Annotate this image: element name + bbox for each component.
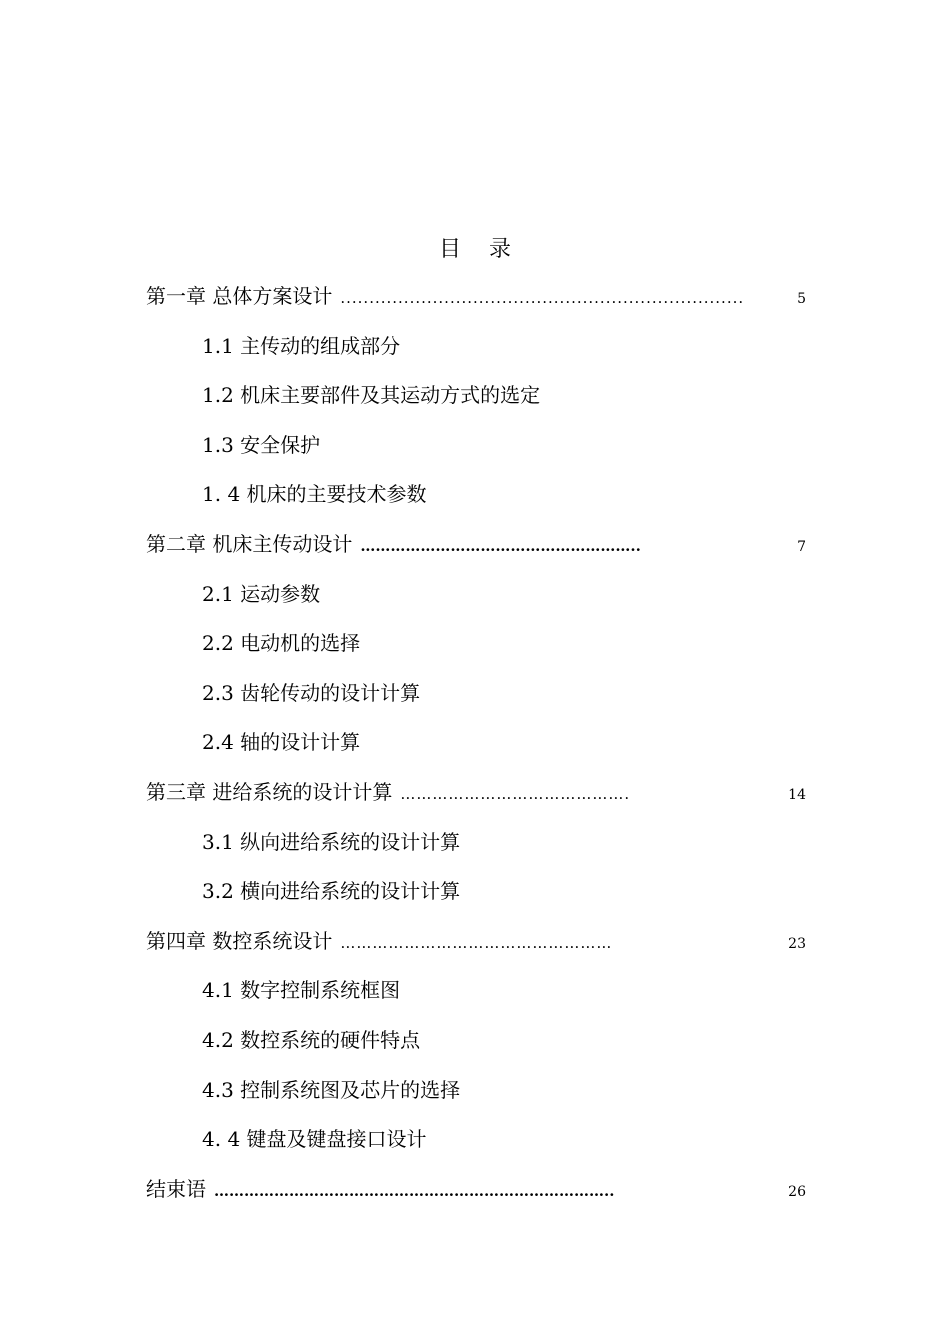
toc-chapter-label: 结束语 bbox=[146, 1176, 206, 1201]
toc-section-3-1[interactable] bbox=[0, 824, 950, 874]
toc-chapter-3[interactable] bbox=[0, 774, 806, 824]
toc-section-label: 4.1 数字控制系统框图 bbox=[202, 978, 401, 1003]
toc-leader: ...................................................................... bbox=[340, 289, 745, 307]
toc-chapter-1[interactable] bbox=[0, 278, 806, 328]
toc-page-number: 7 bbox=[797, 538, 806, 555]
page-title-char-1: 目 bbox=[438, 237, 461, 262]
toc-chapter-label: 第四章 数控系统设计 bbox=[146, 928, 333, 953]
toc-leader: ……………………………………………….. bbox=[360, 536, 641, 555]
toc-section-label: 3.2 横向进给系统的设计计算 bbox=[202, 879, 461, 904]
toc-leader: …………………………………………………………………….. bbox=[214, 1181, 615, 1200]
toc-section-2-4[interactable] bbox=[0, 724, 950, 774]
toc-section-label: 1.2 机床主要部件及其运动方式的选定 bbox=[202, 383, 541, 408]
toc-section-label: 2.4 轴的设计计算 bbox=[202, 730, 361, 755]
toc-section-4-4[interactable] bbox=[0, 1121, 950, 1171]
toc-chapter-4[interactable] bbox=[0, 923, 806, 973]
toc-section-2-1[interactable] bbox=[0, 576, 950, 626]
toc-leader: …………………………………………… bbox=[340, 933, 613, 952]
toc-section-1-1[interactable] bbox=[0, 328, 950, 378]
toc-conclusion[interactable] bbox=[0, 1171, 806, 1221]
toc-section-label: 4.3 控制系统图及芯片的选择 bbox=[202, 1077, 461, 1102]
toc-section-1-3[interactable] bbox=[0, 427, 950, 477]
page-title bbox=[0, 232, 950, 263]
toc-section-4-3[interactable] bbox=[0, 1072, 950, 1122]
toc-section-label: 4.2 数控系统的硬件特点 bbox=[202, 1027, 421, 1052]
toc-chapter-label: 第二章 机床主传动设计 bbox=[146, 531, 353, 556]
toc-section-2-2[interactable] bbox=[0, 625, 950, 675]
toc-page-number: 23 bbox=[788, 935, 806, 952]
toc-page-number: 5 bbox=[797, 291, 806, 307]
toc-section-label: 4. 4 键盘及键盘接口设计 bbox=[202, 1127, 427, 1152]
toc-chapter-label: 第三章 进给系统的设计计算 bbox=[146, 779, 393, 804]
toc-section-label: 3.1 纵向进给系统的设计计算 bbox=[202, 829, 461, 854]
toc-leader: ……………………………………. bbox=[400, 784, 631, 803]
toc-section-1-2[interactable] bbox=[0, 377, 950, 427]
toc-page-number: 26 bbox=[788, 1183, 806, 1200]
toc-section-label: 2.1 运动参数 bbox=[202, 581, 321, 606]
toc-section-label: 2.3 齿轮传动的设计计算 bbox=[202, 680, 421, 705]
toc-chapter-2[interactable] bbox=[0, 526, 806, 576]
toc-section-label: 2.2 电动机的选择 bbox=[202, 631, 361, 656]
toc-section-4-2[interactable] bbox=[0, 1022, 950, 1072]
toc-section-2-3[interactable] bbox=[0, 675, 950, 725]
table-of-contents bbox=[0, 278, 950, 1220]
toc-section-label: 1. 4 机床的主要技术参数 bbox=[202, 482, 427, 507]
toc-section-3-2[interactable] bbox=[0, 873, 950, 923]
toc-section-4-1[interactable] bbox=[0, 972, 950, 1022]
toc-page-number: 14 bbox=[788, 786, 806, 803]
toc-section-label: 1.1 主传动的组成部分 bbox=[202, 333, 401, 358]
toc-section-label: 1.3 安全保护 bbox=[202, 432, 321, 457]
toc-section-1-4[interactable] bbox=[0, 476, 950, 526]
page-title-char-2: 录 bbox=[489, 237, 512, 262]
toc-chapter-label: 第一章 总体方案设计 bbox=[146, 284, 333, 308]
